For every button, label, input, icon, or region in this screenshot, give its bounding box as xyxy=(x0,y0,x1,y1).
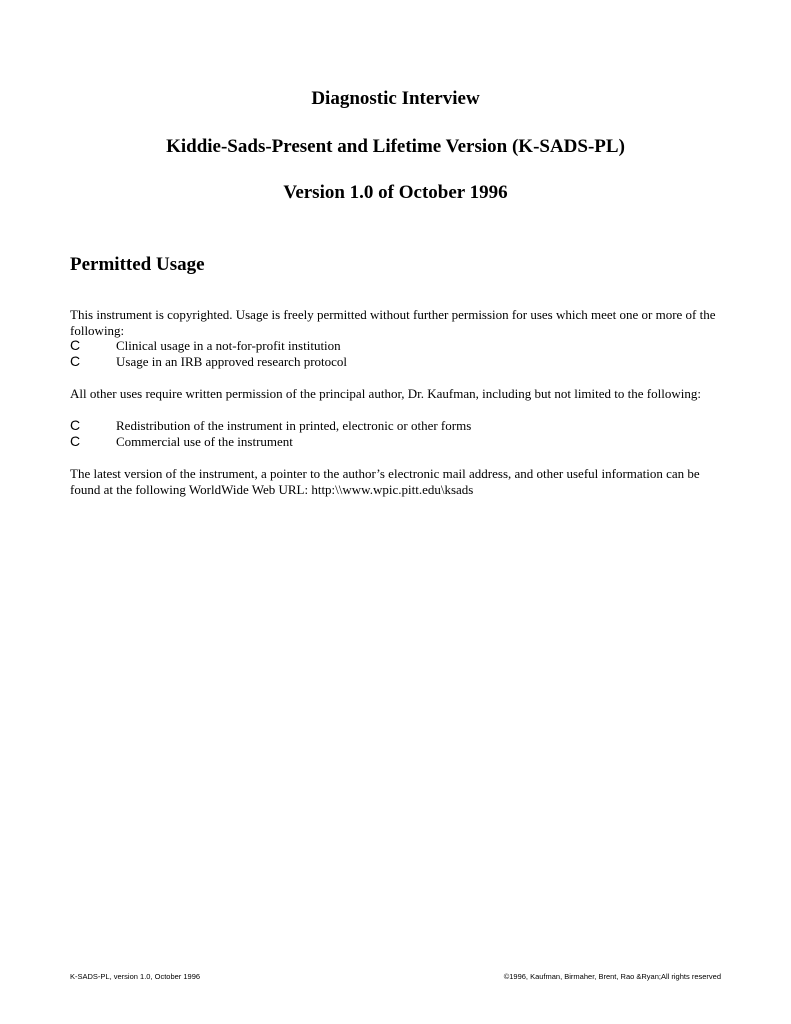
paragraph-latest-version: The latest version of the instrument, a pointer to the author’s electronic mail address, and other useful information can be found at the following WorldWide Web URL: http:\\www.wpic.pitt.edu\ksads xyxy=(70,466,700,497)
list-item-text: Redistribution of the instrument in printed, electronic or other forms xyxy=(116,418,472,433)
paragraph-written-permission: All other uses require written permission of the principal author, Dr. Kaufman, including but not limited to the following: xyxy=(70,386,701,401)
section-heading-permitted-usage: Permitted Usage xyxy=(70,254,205,275)
list-item-text: Usage in an IRB approved research protocol xyxy=(116,354,348,369)
bullet-icon: C xyxy=(70,353,81,369)
bullet-icon: C xyxy=(70,417,81,433)
list-item xyxy=(70,354,347,370)
bullet-icon: C xyxy=(70,433,81,449)
restricted-uses-list xyxy=(70,418,471,450)
list-item-text: Commercial use of the instrument xyxy=(116,434,293,449)
footer-copyright: ©1996, Kaufman, Birmaher, Brent, Rao &Ryan;All rights reserved xyxy=(503,972,721,981)
paragraph-copyright: This instrument is copyrighted. Usage is freely permitted without further permission for uses which meet one or more of the following: xyxy=(70,307,716,338)
permitted-uses-list xyxy=(70,338,347,370)
document-subtitle: Kiddie-Sads-Present and Lifetime Version (K-SADS-PL) xyxy=(166,136,625,157)
document-version: Version 1.0 of October 1996 xyxy=(283,182,508,203)
list-item-text: Clinical usage in a not-for-profit institution xyxy=(116,338,341,353)
footer-version: K-SADS-PL, version 1.0, October 1996 xyxy=(70,972,201,981)
list-item xyxy=(70,418,471,434)
document-title: Diagnostic Interview xyxy=(311,88,480,109)
bullet-icon: C xyxy=(70,337,81,353)
list-item xyxy=(70,338,347,354)
list-item xyxy=(70,434,471,450)
